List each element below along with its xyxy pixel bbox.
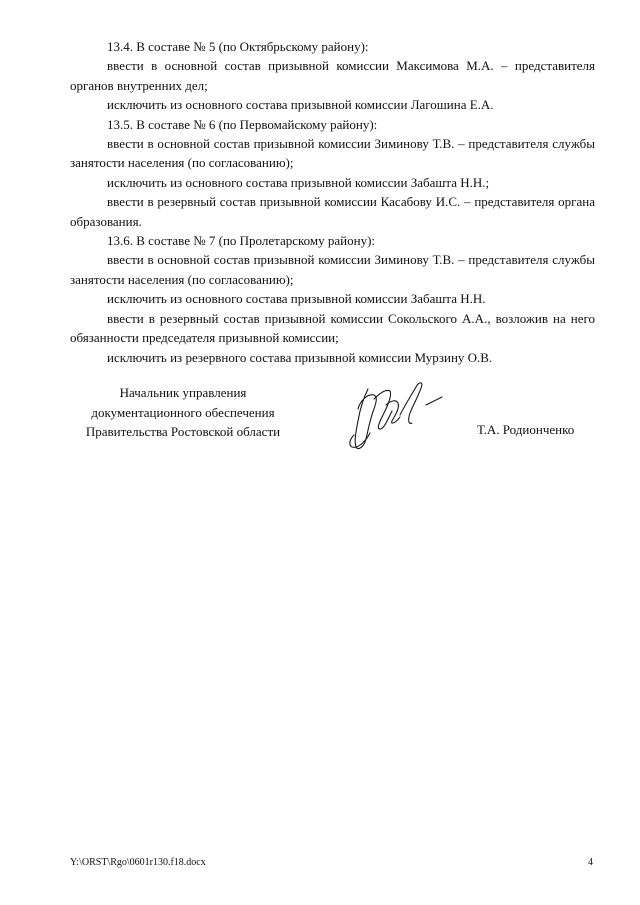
list-item: исключить из резервного состава призывной комиссии Мурзину О.В. [107, 349, 493, 365]
list-item: исключить из основного состава призывной комиссии Забашта Н.Н. [107, 291, 486, 307]
list-item: ввести в основной состав призывной комиссии Зиминову Т.В. – представителя службы занятости населения (по согласованию); [70, 136, 595, 171]
signatory-title-line: Начальник управления [119, 385, 247, 400]
document-body [70, 37, 595, 367]
handwritten-signature [330, 375, 450, 455]
list-item: ввести в резервный состав призывной комиссии Сокольского А.А., возложив на него обязанности председателя призывной комиссии; [70, 310, 595, 346]
footer-file-path: Y:\ORST\Rgo\0601r130.f18.docx [70, 857, 206, 868]
list-item: ввести в резервный состав призывной комиссии Касабову И.С. – представителя органа образования. [70, 194, 595, 229]
signatory-title-line: документационного обеспечения [91, 404, 275, 420]
list-item: ввести в основной состав призывной комиссии Максимова М.А. – представителя органов внутренних дел; [70, 58, 595, 93]
signatory-name: Т.А. Родионченко [477, 422, 575, 437]
list-item: исключить из основного состава призывной комиссии Лагошина Е.А. [107, 97, 494, 113]
section-heading-13-4: 13.4. В составе № 5 (по Октябрьскому району): [107, 39, 369, 54]
signatory-title [68, 383, 298, 442]
list-item: ввести в основной состав призывной комиссии Зиминову Т.В. – представителя службы занятости населения (по согласованию); [70, 252, 595, 287]
page-number: 4 [588, 857, 593, 868]
section-heading-13-5: 13.5. В составе № 6 (по Первомайскому району): [107, 116, 378, 132]
section-heading-13-6: 13.6. В составе № 7 (по Пролетарскому району): [107, 233, 376, 249]
list-item: исключить из основного состава призывной комиссии Забашта Н.Н.; [107, 174, 490, 190]
signatory-title-line: Правительства Ростовской области [85, 424, 281, 440]
